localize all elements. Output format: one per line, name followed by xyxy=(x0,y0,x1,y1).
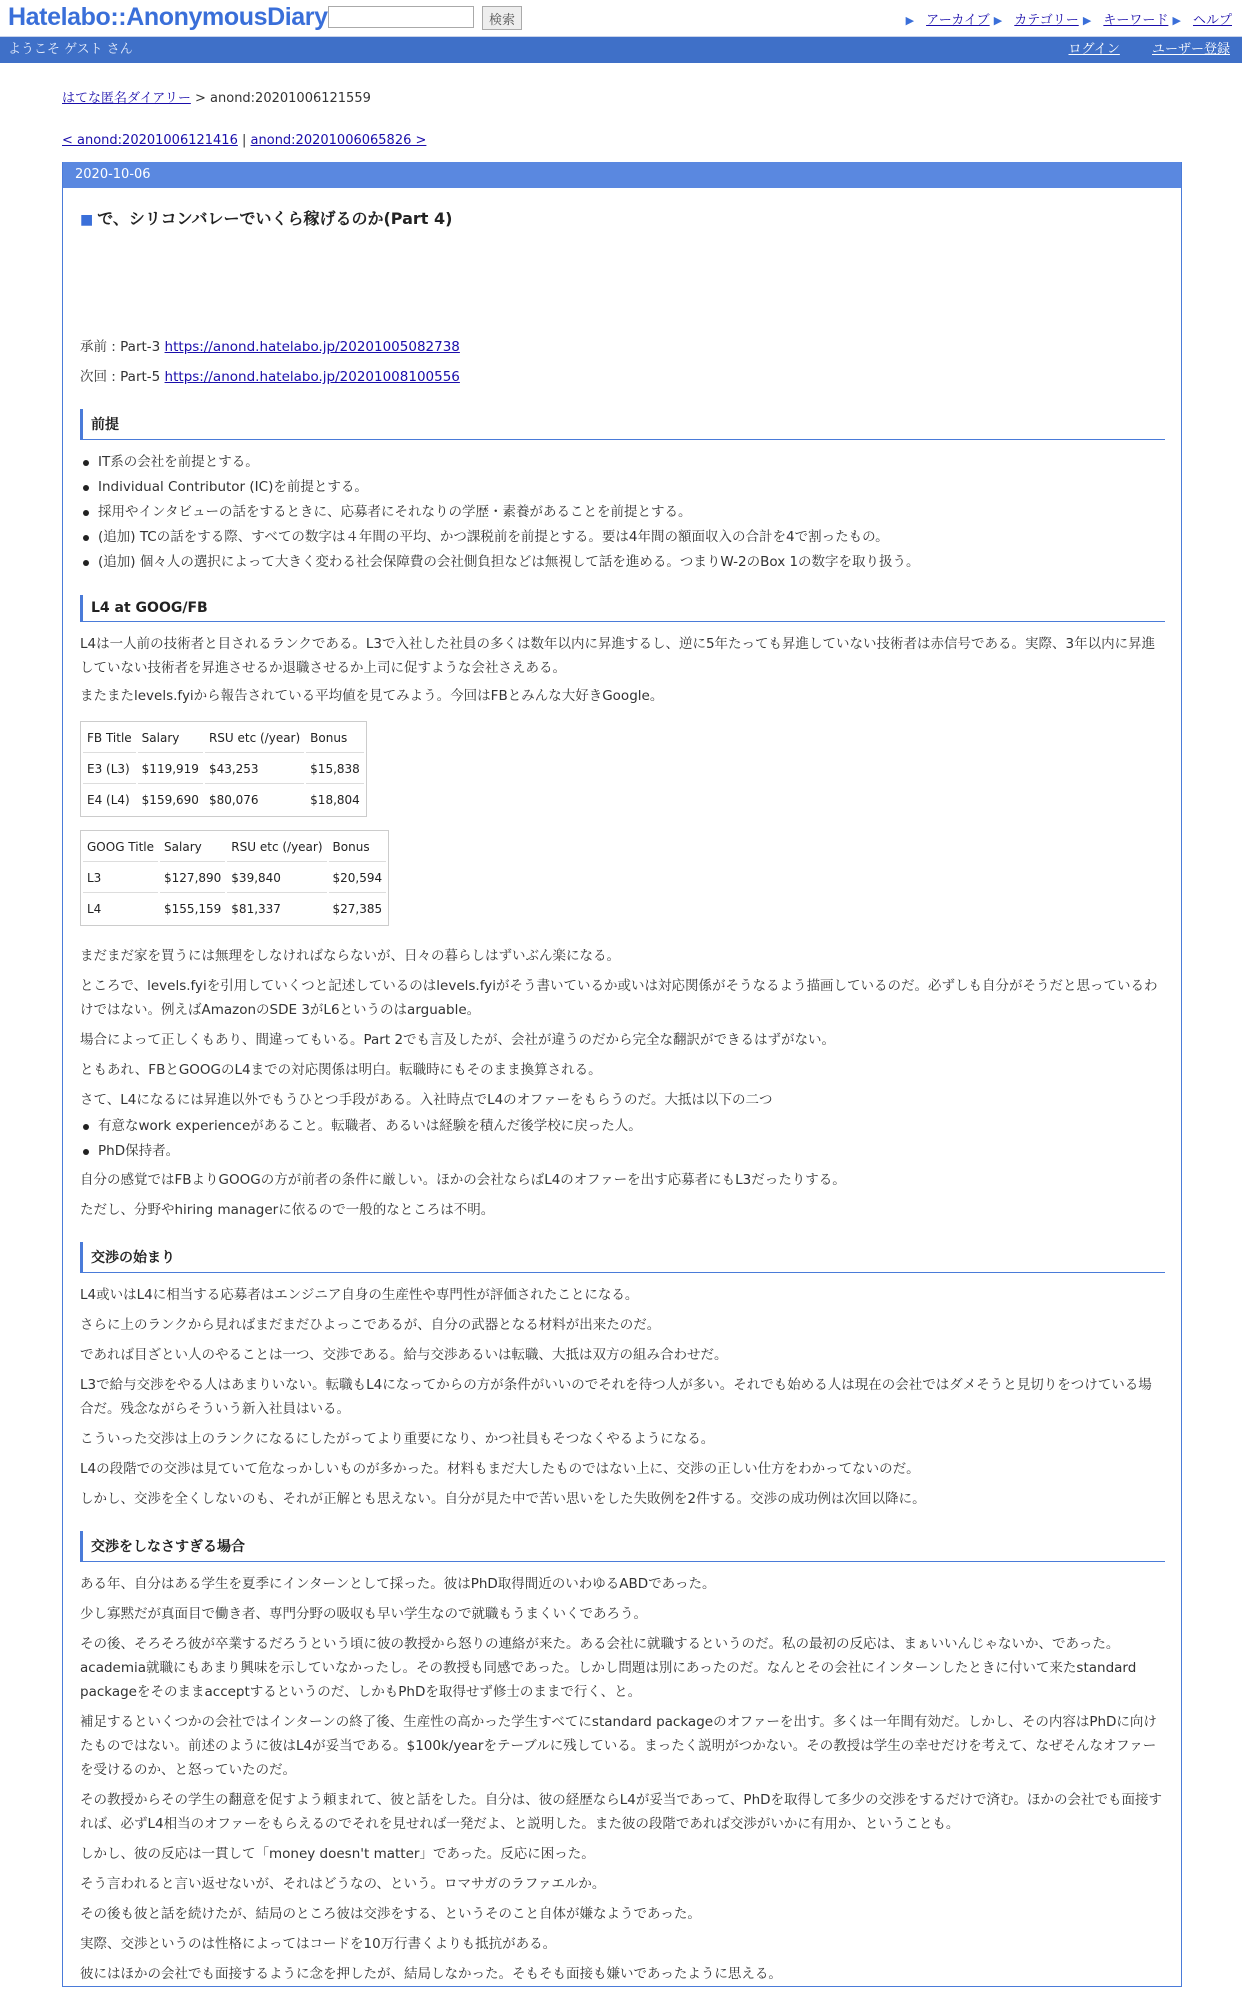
pager-separator: | xyxy=(242,133,247,148)
chevron-right-icon: ▶ xyxy=(1172,14,1181,27)
welcome-bar xyxy=(0,37,1242,63)
search-button[interactable]: 検索 xyxy=(482,6,522,30)
paragraph: ただし、分野やhiring managerに依るので一般的なところは不明。 xyxy=(80,1202,495,1218)
heading-l4: L4 at GOOG/FB xyxy=(80,595,1165,622)
table-row xyxy=(83,864,386,893)
table-cell: $18,804 xyxy=(310,793,360,807)
site-logo[interactable]: Hatelabo::AnonymousDiary xyxy=(8,3,328,31)
archive-link[interactable]: アーカイブ xyxy=(926,13,990,28)
next-part-line xyxy=(80,365,1165,389)
paragraph: その後も彼と話を続けたが、結局のところ彼は交渉をする、というそのこと自体が嫌なようであった。 xyxy=(80,1906,701,1922)
prev-part-link[interactable]: https://anond.hatelabo.jp/20201005082738 xyxy=(164,339,460,355)
entry-title-text: で、シリコンバレーでいくら稼げるのか(Part 4) xyxy=(97,209,453,228)
list-item: 有意なwork experienceがあること。転職者、あるいは経験を積んだ後学校に戻った人。 xyxy=(98,1114,1165,1139)
table-cell: L4 xyxy=(87,902,102,916)
paragraph: こういった交渉は上のランクになるにしたがってより重要になり、かつ社員もそつなくやるようになる。 xyxy=(80,1431,715,1447)
paragraph: まだまだ家を買うには無理をしなければならないが、日々の暮らしはずいぶん楽になる。 xyxy=(80,948,620,964)
paragraph: ところで、levels.fyiを引用していくつと記述しているのはlevels.fyiがそう書いているか或いは対応関係がそうなるよう描画しているのだ。必ずしも自分がそうだと思っているわけではない。例えばAmazonのSDE 3がL6というのはarguable。 xyxy=(80,978,1158,1018)
paragraph: L4は一人前の技術者と目されるランクである。L3で入社した社員の多くは数年以内に昇進するし、逆に5年たっても昇進していない技術者は赤信号である。実際、3年以内に昇進していない技術者を昇進させるか退職させるか上司に促すような会社さえある。 xyxy=(80,636,1156,676)
next-part-link[interactable]: https://anond.hatelabo.jp/20201008100556 xyxy=(164,369,460,385)
keyword-link[interactable]: キーワード xyxy=(1103,13,1169,28)
paragraph: しかし、彼の反応は一貫して「money doesn't matter」であった。反応に困った。 xyxy=(80,1846,595,1862)
list-item: (追加) TCの話をする際、すべての数字は４年間の平均、かつ課税前を前提とする。要は4年間の額面収入の合計を4で割ったもの。 xyxy=(98,525,1165,550)
chevron-right-icon: ▶ xyxy=(1082,14,1092,27)
table-cell: $119,919 xyxy=(138,755,203,784)
paragraph: 実際、交渉というのは性格によってはコードを10万行書くよりも抵抗がある。 xyxy=(80,1936,557,1952)
heading-negotiation-start: 交渉の始まり xyxy=(80,1242,1165,1273)
breadcrumb-separator: > xyxy=(194,91,206,106)
category-link[interactable]: カテゴリー xyxy=(1014,13,1079,28)
paragraph: その教授からその学生の翻意を促すよう頼まれて、彼と話をした。自分は、彼の経歴ならL4が妥当であって、PhDを取得して多少の交渉をするだけで済む。ほかの会社でも面接すれば、必ずL4相当のオファーをもらえるのでそれを見せれば一発だよ、と説明した。また彼の段階であれば交渉がいかに有用か、ということも。 xyxy=(80,1792,1163,1832)
table-row xyxy=(83,786,364,814)
paragraph: ある年、自分はある学生を夏季にインターンとして採った。彼はPhD取得間近のいわゆるABDであった。 xyxy=(80,1576,716,1592)
table-cell: $39,840 xyxy=(227,864,326,893)
paragraph: またまたlevels.fyiから報告されている平均値を見てみよう。今回はFBとみんな大好きGoogle。 xyxy=(80,688,664,704)
table-header-row xyxy=(83,833,386,862)
login-link[interactable]: ログイン xyxy=(1068,42,1120,57)
fb-salary-table xyxy=(80,721,367,817)
entry-date: 2020-10-06 xyxy=(63,162,1181,188)
breadcrumb-current: anond:20201006121559 xyxy=(210,91,371,106)
list-item: PhD保持者。 xyxy=(98,1139,1165,1164)
paragraph: 自分の感覚ではFBよりGOOGの方が前者の条件に厳しい。ほかの会社ならばL4のオファーを出す応募者にもL3だったりする。 xyxy=(80,1172,846,1188)
table-cell: $81,337 xyxy=(231,902,281,916)
paragraph: しかし、交渉を全くしないのも、それが正解とも思えない。自分が見た中で苦い思いをした失敗例を2件する。交渉の成功例は次回以降に。 xyxy=(80,1491,926,1507)
paragraph: 場合によって正しくもあり、間違ってもいる。Part 2でも言及したが、会社が違うのだから完全な翻訳ができるはずがない。 xyxy=(80,1032,836,1048)
heading-too-little-negotiation: 交渉をしなさすぎる場合 xyxy=(80,1531,1165,1562)
table-cell: E3 (L3) xyxy=(83,755,136,784)
register-link[interactable]: ユーザー登録 xyxy=(1151,42,1230,57)
entry-section xyxy=(63,206,1181,1986)
auth-links xyxy=(1040,37,1230,63)
breadcrumb xyxy=(62,87,1242,106)
next-part-label: 次回 : Part-5 xyxy=(80,369,165,385)
table-cell: $15,838 xyxy=(306,755,364,784)
paragraph: その後、そろそろ彼が卒業するだろうという頃に彼の教授から怒りの連絡が来た。ある会社に就職するというのだ。私の最初の反応は、まぁいいんじゃないか、であった。academia就職にもあまり興味を示していなかったし。その教授も同感であった。しかし問題は別にあったのだ。なんとその会社にインターンしたときに付いて来たstandard packageをそのままacceptするというのだ、しかもPhDを取得せず修士のままで行く、と。 xyxy=(80,1636,1137,1700)
breadcrumb-home-link[interactable]: はてな匿名ダイアリー xyxy=(62,91,191,106)
table-header: Salary xyxy=(138,724,203,753)
table-cell: E4 (L4) xyxy=(87,793,130,807)
list-item: IT系の会社を前提とする。 xyxy=(98,450,1165,475)
table-header: FB Title xyxy=(83,724,136,753)
table-cell: $43,253 xyxy=(205,755,304,784)
goog-salary-table xyxy=(80,830,389,926)
table-cell: $27,385 xyxy=(332,902,383,916)
table-cell: $20,594 xyxy=(329,864,387,893)
paragraph: さて、L4になるには昇進以外でもうひとつ手段がある。入社時点でL4のオファーをもらうのだ。大抵は以下の二つ xyxy=(80,1092,773,1108)
top-nav xyxy=(906,9,1232,28)
table-header: Salary xyxy=(160,833,225,862)
chevron-right-icon: ▶ xyxy=(905,14,915,27)
premise-list xyxy=(80,450,1165,575)
heading-premise: 前提 xyxy=(80,409,1165,440)
prev-entry-link[interactable]: < anond:20201006121416 xyxy=(62,133,238,148)
paragraph: ともあれ、FBとGOOGのL4までの対応関係は明白。転職時にもそのまま換算される。 xyxy=(80,1062,602,1078)
prev-part-line xyxy=(80,335,1165,359)
list-item: Individual Contributor (IC)を前提とする。 xyxy=(98,475,1165,500)
table-cell: $159,690 xyxy=(141,793,199,807)
table-header: RSU etc (/year) xyxy=(205,724,304,753)
table-cell: $155,159 xyxy=(164,902,222,916)
welcome-text: ようこそ ゲスト さん xyxy=(8,42,133,57)
paragraph: であれば目ざとい人のやることは一つ、交渉である。給与交渉あるいは転職、大抵は双方の組み合わせだ。 xyxy=(80,1347,728,1363)
top-header xyxy=(0,0,1242,37)
list-item: (追加) 個々人の選択によって大きく変わる社会保障費の会社側負担などは無視して話を進める。つまりW-2のBox 1の数字を取り扱う。 xyxy=(98,550,1165,575)
paragraph: L4或いはL4に相当する応募者はエンジニア自身の生産性や専門性が評価されたことになる。 xyxy=(80,1287,639,1303)
table-row xyxy=(83,755,364,784)
entry-title xyxy=(80,206,1165,229)
table-header: Bonus xyxy=(306,724,364,753)
table-row xyxy=(83,895,386,923)
table-header-row xyxy=(83,724,364,753)
paragraph: L3で給与交渉をやる人はあまりいない。転職もL4になってからの方が条件がいいのでそれを待つ人が多い。それでも始める人は現在の会社ではダメそうと見切りをつけている場合だ。残念ながらそういう新入社員はいる。 xyxy=(80,1377,1152,1417)
table-cell: $80,076 xyxy=(208,793,259,807)
l4-condition-list xyxy=(80,1114,1165,1164)
table-cell: $127,890 xyxy=(160,864,225,893)
entry-pager xyxy=(62,133,1242,148)
paragraph: L4の段階での交渉は見ていて危なっかしいものが多かった。材料もまだ大したものではない上に、交渉の正しい仕方をわかってないのだ。 xyxy=(80,1461,920,1477)
table-cell: L3 xyxy=(83,864,158,893)
paragraph: 彼にはほかの会社でも面接するように念を押したが、結局しなかった。そもそも面接も嫌いであったように思える。 xyxy=(80,1966,782,1982)
prev-part-label: 承前 : Part-3 xyxy=(80,339,165,355)
search-input[interactable] xyxy=(328,6,474,28)
paragraph: 少し寡黙だが真面目で働き者、専門分野の吸収も早い学生なので就職もうまくいくであろう。 xyxy=(80,1606,647,1622)
table-header: RSU etc (/year) xyxy=(227,833,326,862)
entry-marker-icon[interactable]: ■ xyxy=(80,212,94,228)
chevron-right-icon: ▶ xyxy=(993,14,1003,27)
paragraph: さらに上のランクから見ればまだまだひよっこであるが、自分の武器となる材料が出来たのだ。 xyxy=(80,1317,661,1333)
next-entry-link[interactable]: anond:20201006065826 > xyxy=(250,133,427,148)
list-item: 採用やインタビューの話をするときに、応募者にそれなりの学歴・素養があることを前提とする。 xyxy=(98,500,1165,525)
diary-day xyxy=(62,162,1182,1987)
table-header: GOOG Title xyxy=(83,833,158,862)
paragraph: そう言われると言い返せないが、それはどうなの、という。ロマサガのラファエルか。 xyxy=(80,1876,606,1892)
table-header: Bonus xyxy=(329,833,387,862)
paragraph: 補足するといくつかの会社ではインターンの終了後、生産性の高かった学生すべてにstandard packageのオファーを出す。多くは一年間有効だ。しかし、その内容はPhDに向けたものではない。前述のように彼はL4が妥当である。$100k/yearをテーブルに残している。まったく説明がつかない。その教授は学生の幸せだけを考えて、なぜそんなオファーを受けるのか、と怒っていたのだ。 xyxy=(80,1714,1157,1778)
help-link[interactable]: ヘルプ xyxy=(1192,13,1232,28)
